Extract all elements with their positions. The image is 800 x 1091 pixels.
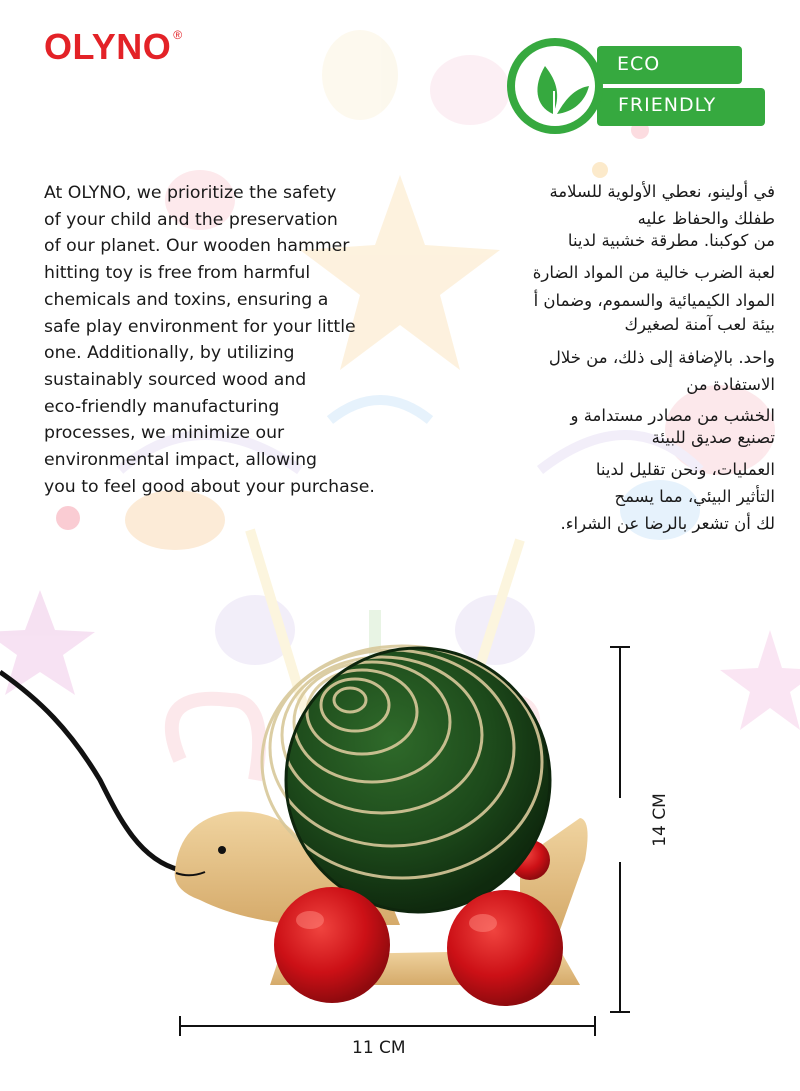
arabic-line: التأثير البيئي، مما يسمح	[614, 487, 775, 506]
width-label: 11 CM	[352, 1038, 406, 1058]
english-line: hitting toy is free from harmful	[44, 263, 311, 284]
english-description	[44, 180, 444, 500]
arabic-line: الاستفادة من	[686, 375, 775, 394]
arabic-line: واحد. بالإضافة إلى ذلك، من خلال	[548, 348, 775, 367]
english-line: safe play environment for your little	[44, 316, 356, 337]
arabic-line: في أولينو، نعطي الأولوية للسلامة	[549, 182, 775, 201]
english-line: At OLYNO, we prioritize the safety	[44, 183, 337, 203]
arabic-description	[435, 182, 775, 541]
eco-label: ECO	[617, 53, 661, 75]
height-dimension-line	[610, 647, 630, 1012]
pull-string	[0, 672, 180, 870]
front-left-wheel	[274, 887, 390, 1003]
width-dimension-line	[180, 1016, 595, 1036]
arabic-line: لعبة الضرب خالية من المواد الضارة	[532, 263, 775, 282]
arabic-line: من كوكبنا. مطرقة خشبية لدينا	[567, 231, 775, 250]
english-line: of our planet. Our wooden hammer	[44, 236, 350, 257]
front-right-wheel	[447, 890, 563, 1006]
registered-mark: ®	[173, 28, 183, 42]
arabic-line: تصنيع صديق للبيئة	[651, 428, 775, 447]
olyno-logo	[44, 26, 183, 68]
english-line: of your child and the preservation	[44, 209, 338, 230]
english-line: environmental impact, allowing	[44, 450, 318, 471]
english-line: processes, we minimize our	[44, 423, 285, 444]
english-line: you to feel good about your purchase.	[44, 476, 375, 497]
arabic-line: لك أن تشعر بالرضا عن الشراء.	[560, 514, 775, 533]
eco-friendly-badge	[505, 36, 770, 136]
arabic-line: العمليات، ونحن تقليل لدينا	[595, 460, 775, 479]
snail-toy-image	[0, 610, 800, 1091]
arabic-line: المواد الكيميائية والسموم، وضمان أ	[533, 291, 775, 310]
english-line: one. Additionally, by utilizing	[44, 343, 295, 364]
leaf-icon	[505, 36, 770, 136]
snail-eye	[218, 846, 226, 854]
english-line: sustainably sourced wood and	[44, 369, 307, 390]
arabic-line: طفلك والحفاظ عليه	[637, 209, 775, 228]
english-line: eco-friendly manufacturing	[44, 396, 280, 417]
english-line: chemicals and toxins, ensuring a	[44, 289, 329, 310]
brand-name: OLYNO	[44, 26, 172, 67]
friendly-label: FRIENDLY	[618, 94, 717, 116]
arabic-line: الخشب من مصادر مستدامة و	[570, 406, 775, 425]
arabic-line: بيئة لعب آمنة لصغيرك	[624, 315, 775, 334]
height-label: 14 CM	[650, 793, 670, 847]
